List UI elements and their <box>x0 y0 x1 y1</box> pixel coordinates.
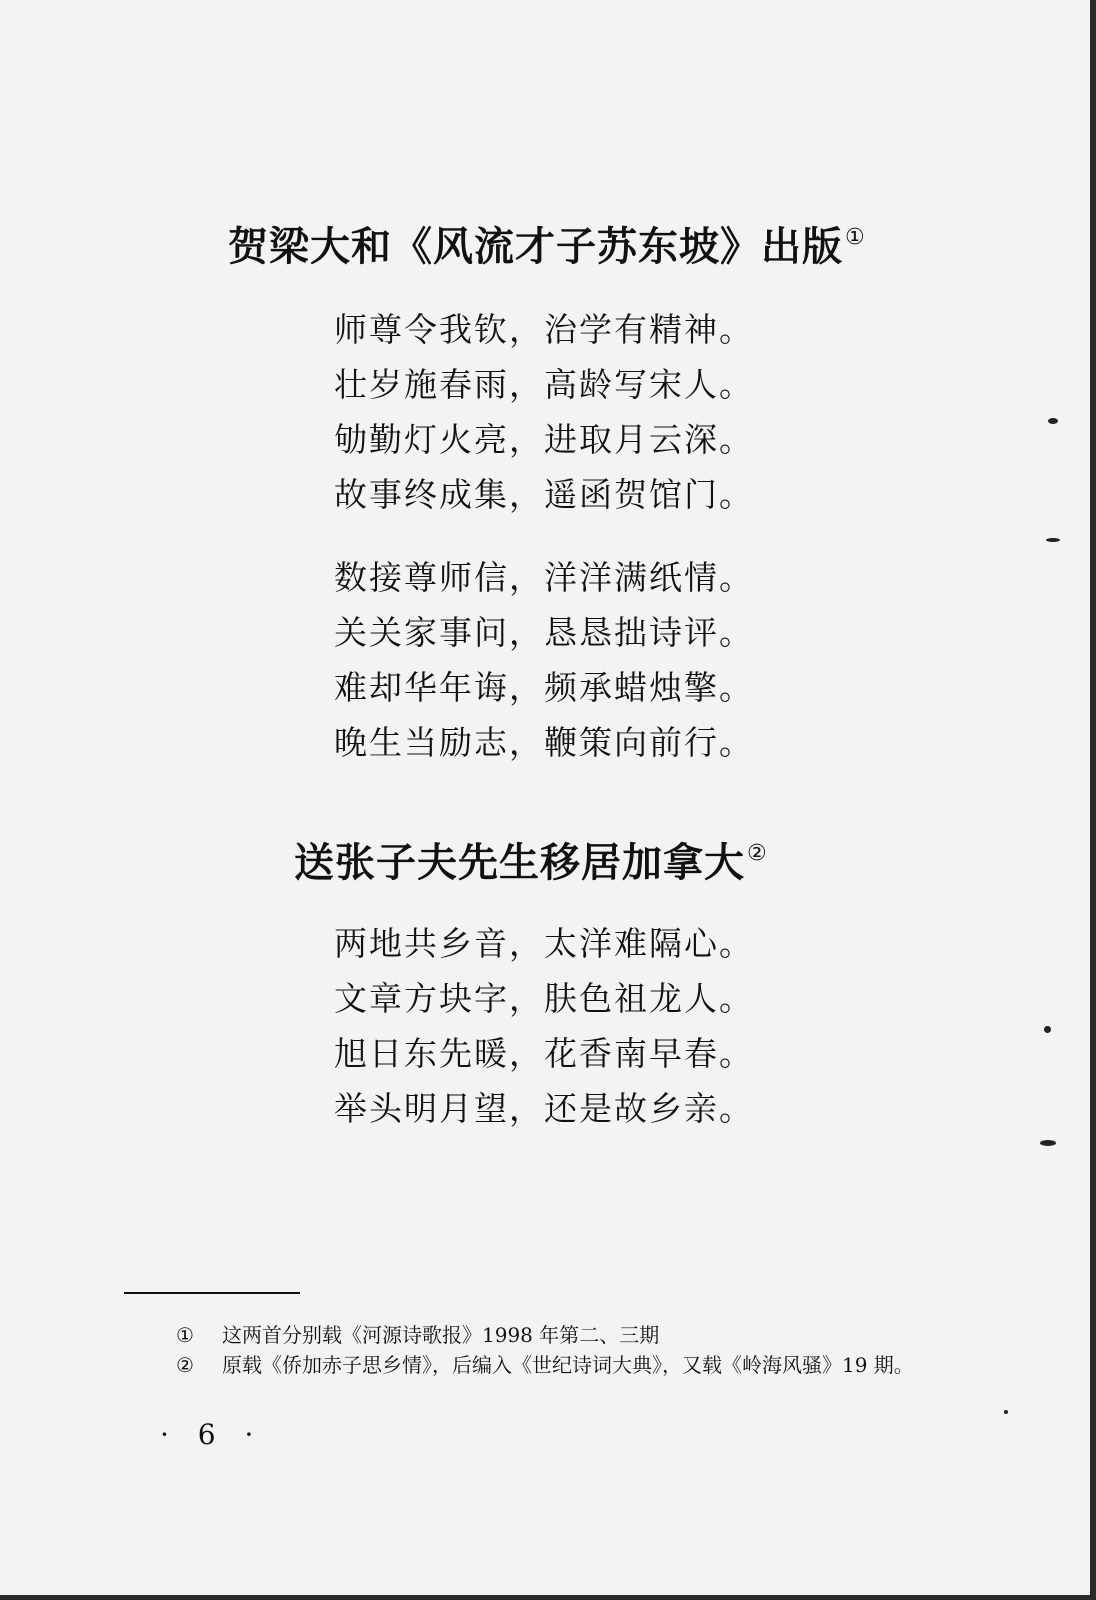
poem-line: 故事终成集，遥函贺馆门。 <box>334 475 754 514</box>
scan-edge-bottom <box>0 1595 1096 1600</box>
scan-speck <box>1004 1410 1008 1414</box>
footnote-1 <box>176 1320 956 1350</box>
scan-speck <box>1046 538 1060 542</box>
poem-line: 两地共乡音，太洋难隔心。 <box>334 924 754 963</box>
poem-2-stanza-1 <box>334 916 754 1136</box>
poem-line: 举头明月望，还是故乡亲。 <box>334 1089 754 1128</box>
page-number: · 6 · <box>160 1418 264 1451</box>
scan-speck <box>1040 1140 1056 1146</box>
footnote-divider <box>124 1292 300 1294</box>
poem-line: 旭日东先暖，花香南早春。 <box>334 1034 754 1073</box>
poem-line: 师尊令我钦，治学有精神。 <box>334 310 754 349</box>
footnote-ref-1: ① <box>845 225 866 250</box>
footnote-ref-2: ② <box>747 841 768 866</box>
scan-speck <box>1044 1026 1051 1033</box>
footnote-text: 这两首分别载《河源诗歌报》1998 年第二、三期 <box>222 1323 660 1347</box>
poem-1-stanza-2 <box>334 550 754 770</box>
poem-line: 难却华年诲，频承蜡烛擎。 <box>334 668 754 707</box>
footnote-mark: ② <box>176 1353 194 1377</box>
poem-line: 劬勤灯火亮，进取月云深。 <box>334 420 754 459</box>
poem-line: 文章方块字，肤色祖龙人。 <box>334 979 754 1018</box>
scan-speck <box>1048 418 1058 424</box>
footnote-text: 原载《侨加赤子思乡情》，后编入《世纪诗词大典》，又载《岭海风骚》19 期。 <box>222 1353 914 1377</box>
poem-line: 晚生当励志，鞭策向前行。 <box>334 723 754 762</box>
footnotes <box>176 1320 956 1380</box>
poem-line: 关关家事问，恳恳拙诗评。 <box>334 613 754 652</box>
footnote-2 <box>176 1350 956 1380</box>
poem-title-1: 贺梁大和《风流才子苏东坡》出版① <box>228 224 866 270</box>
poem-line: 数接尊师信，洋洋满纸情。 <box>334 558 754 597</box>
poem-line: 壮岁施春雨，高龄写宋人。 <box>334 365 754 404</box>
scan-edge-right <box>1090 0 1096 1600</box>
poem-1-stanza-1 <box>334 302 754 522</box>
footnote-mark: ① <box>176 1323 194 1347</box>
poem-title-2: 送张子夫先生移居加拿大② <box>294 840 768 886</box>
